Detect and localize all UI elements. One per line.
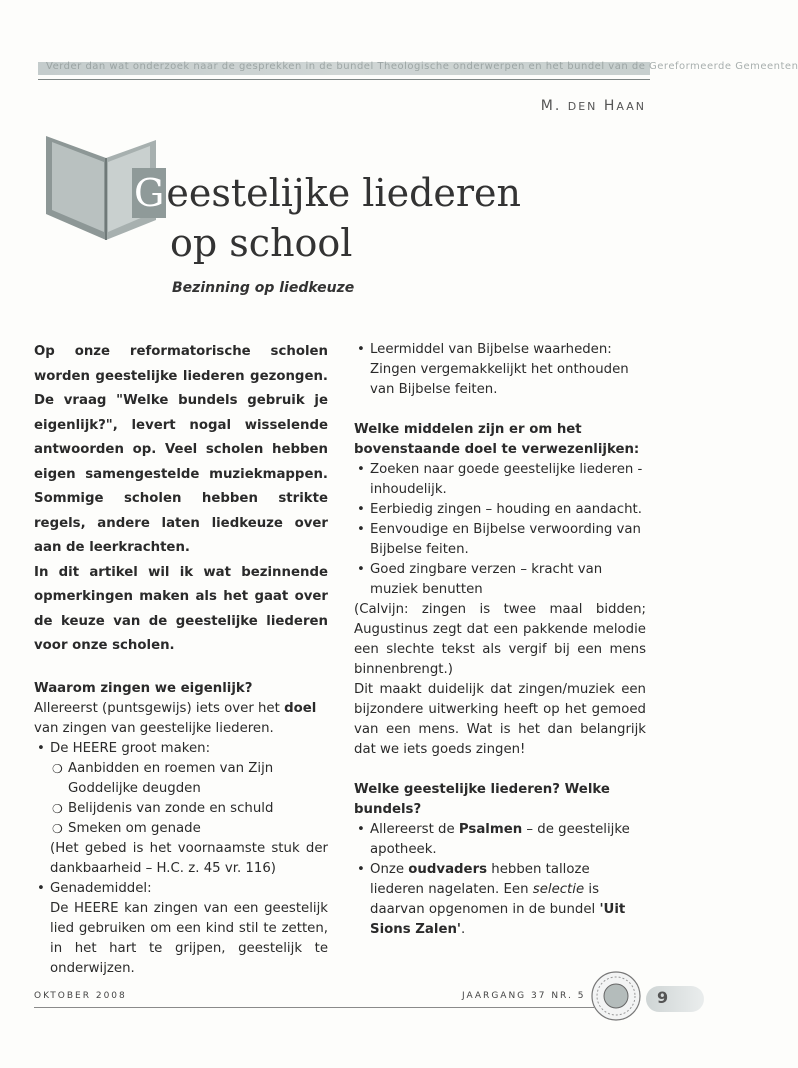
heading-why-sing: Waarom zingen we eigenlijk? [34,680,253,696]
footer-date: OKTOBER 2008 [34,991,127,1001]
means-of-grace-text: De HEERE kan zingen van een geestelijk lied gebruiken om een kind stil te zetten, in het hart te grijpen, geestelijk te onderwijzen. [50,900,328,976]
right-column [354,340,646,940]
bullet-means-of-grace: • Genademiddel: [34,879,328,899]
page-number: 9 [657,988,669,1007]
author-byline [541,98,646,114]
circle-bullet-icon: ❍ [52,821,63,836]
article-subtitle: Bezinning op liedkeuze [172,280,355,296]
seal-icon [590,970,642,1022]
sub-confession: ❍ Belijdenis van zonde en schuld [34,799,328,819]
left-column [34,340,328,979]
top-rule [38,79,650,80]
calvin-note: (Calvijn: zingen is twee maal bidden; Augustinus zegt dat een pakkende melodie een slechte tekst als vergif bij een mens binnenbrengt.) [354,602,646,677]
intro-paragraph-1: Op onze reformatorische scholen worden geestelijke liederen gezongen. De vraag "Welke bundels gebruik je eigenlijk?", levert nogal wisselende antwoorden op. Veel scholen hebben eigen samengestelde muziekmappen. Sommige scholen hebben strikte regels, andere laten liedkeuze over aan de leerkrachten. [34,344,328,555]
title-line-1: eestelijke liederen [166,171,522,215]
teaching-text: Zingen vergemakkelijkt het onthouden van Bijbelse feiten. [370,362,629,397]
means-item: • Eerbiedig zingen – houding en aandacht. [354,500,646,520]
author-initial: M. [540,98,562,114]
means-item: • Eenvoudige en Bijbelse verwoording van Bijbelse feiten. [354,520,646,560]
bullet-forefathers: • Onze oudvaders hebben talloze liederen nagelaten. Een selectie is daarvan opgenomen in de bundel 'Uit Sions Zalen'. [354,860,646,940]
purpose-paragraph: Allereerst (puntsgewijs) iets over het doel van zingen van geestelijke liederen. [34,700,317,736]
footer-volume: JAARGANG 37 NR. 5 [462,991,586,1001]
author-prefix: DEN [567,100,598,113]
intro-paragraph-2: In dit artikel wil ik wat bezinnende opmerkingen maken als het gaat over de keuze van de geestelijke liederen voor onze scholen. [34,564,328,653]
page-number-badge [646,986,704,1012]
heading-which-songs: Welke geestelijke liederen? Welke bundels? [354,782,610,817]
means-item: • Zoeken naar goede geestelijke liederen - inhoudelijk. [354,460,646,500]
note-prayer: (Het gebed is het voornaamste stuk der dankbaarheid – H.C. z. 45 vr. 116) [50,840,328,876]
title-dropcap: G [132,168,166,218]
circle-bullet-icon: ❍ [52,801,63,816]
conclusion-paragraph: Dit maakt duidelijk dat zingen/muziek een bijzondere uitwerking heeft op het gemoed van een mens. Wat is het dan belangrijk dat we iets goeds zingen! [354,682,646,757]
footer-rule [34,1007,594,1008]
heading-means: Welke middelen zijn er om het bovenstaande doel te verwezenlijken: [354,422,640,457]
title-line-2: op school [170,221,353,265]
circle-bullet-icon: ❍ [52,761,63,776]
sub-worship: ❍ Aanbidden en roemen van Zijn Goddelijke deugden [52,760,274,796]
bullet-glorify: • De HEERE groot maken: [34,739,328,759]
means-item: • Goed zingbare verzen – kracht van muziek benutten [354,560,646,600]
author-surname-initial: H [603,98,617,114]
top-banner-text: Verder dan wat onderzoek naar de gesprekken in de bundel Theologische onderwerpen en het bundel van de Gereformeerde Gemeenten [46,61,798,72]
sub-plead: ❍ Smeken om genade [34,819,328,839]
bullet-psalms: • Allereerst de Psalmen – de geestelijke apotheek. [354,820,646,860]
author-surname-rest: AAN [616,100,646,113]
intro-block [34,340,328,659]
article-title [132,168,521,268]
bullet-teaching: • Leermiddel van Bijbelse waarheden: [354,340,646,360]
